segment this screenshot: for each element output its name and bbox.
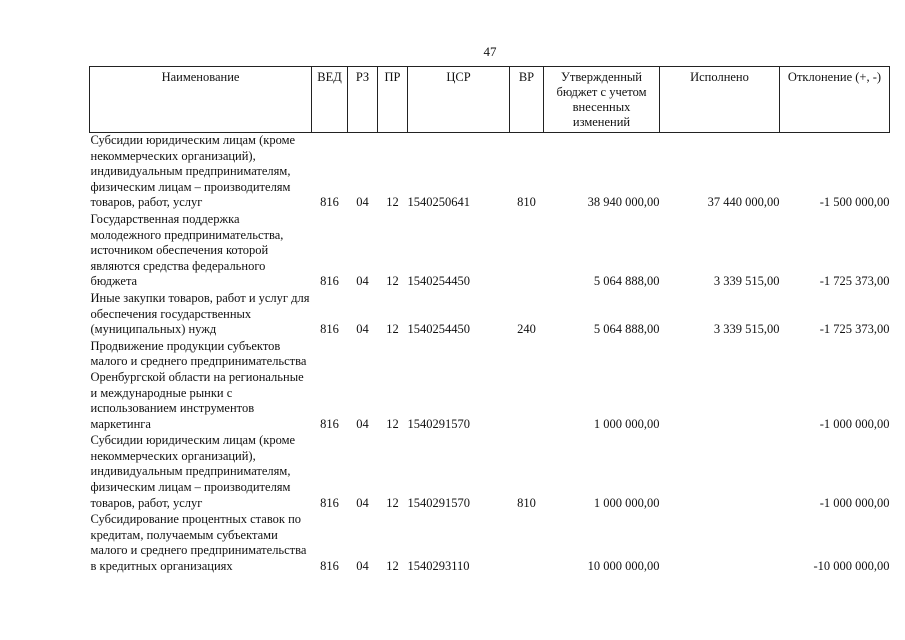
row-name: Субсидии юридическим лицам (кроме некоммерческих организаций), индивидуальным предпринимателям, физическим лицам – производителям товаров, работ, услуг xyxy=(90,433,296,510)
row-name: Продвижение продукции субъектов малого и среднего предпринимательства Оренбургской области на региональные и международные рынки с использованием инструментов маркетинга xyxy=(90,338,307,431)
row-rz: 04 xyxy=(356,322,369,337)
header-executed: Исполнено xyxy=(660,67,780,133)
row-name: Субсидии юридическим лицам (кроме некоммерческих организаций), индивидуальным предпринимателям, физическим лицам – производителям товаров, работ, услуг xyxy=(90,133,296,210)
row-deviation: -1 000 000,00 xyxy=(819,495,890,510)
row-csr: 1540254450 xyxy=(407,274,470,289)
header-deviation: Отклонение (+, -) xyxy=(780,67,890,133)
table-row xyxy=(90,212,890,291)
row-executed xyxy=(660,339,780,434)
row-deviation: -1 500 000,00 xyxy=(819,195,890,210)
header-ved: ВЕД xyxy=(312,67,348,133)
header-name: Наименование xyxy=(90,67,312,133)
row-name: Иные закупки товаров, работ и услуг для обеспечения государственных (муниципальных) нужд xyxy=(90,290,310,337)
row-ved: 816 xyxy=(320,274,339,289)
row-ved: 816 xyxy=(320,416,339,431)
header-row xyxy=(90,67,890,133)
row-rz: 04 xyxy=(356,559,369,574)
row-approved: 1 000 000,00 xyxy=(593,495,660,510)
row-name: Государственная поддержка молодежного предпринимательства, источником обеспечения которой являются средства федерального бюджета xyxy=(90,211,284,289)
row-deviation: -1 000 000,00 xyxy=(819,416,890,431)
row-approved: 1 000 000,00 xyxy=(593,416,660,431)
row-name: Субсидирование процентных ставок по кредитам, получаемым субъектами малого и среднего предпринимательства в кредитных организациях xyxy=(90,512,307,574)
row-vr xyxy=(510,339,544,434)
row-executed xyxy=(660,512,780,575)
row-ved: 816 xyxy=(320,195,339,210)
row-vr: 810 xyxy=(517,495,536,510)
header-rz: РЗ xyxy=(348,67,378,133)
row-deviation: -1 725 373,00 xyxy=(819,322,890,337)
row-executed: 3 339 515,00 xyxy=(713,274,780,289)
table-row xyxy=(90,433,890,512)
row-rz: 04 xyxy=(356,416,369,431)
row-rz: 04 xyxy=(356,495,369,510)
row-pr: 12 xyxy=(386,274,399,289)
row-rz: 04 xyxy=(356,274,369,289)
row-pr: 12 xyxy=(386,416,399,431)
row-csr: 1540293110 xyxy=(407,559,470,574)
row-executed xyxy=(660,433,780,512)
row-approved: 10 000 000,00 xyxy=(587,559,660,574)
row-executed: 3 339 515,00 xyxy=(713,322,780,337)
row-approved: 5 064 888,00 xyxy=(593,274,660,289)
row-rz: 04 xyxy=(356,195,369,210)
row-vr xyxy=(510,512,544,575)
row-csr: 1540291570 xyxy=(407,416,470,431)
table-row xyxy=(90,512,890,575)
row-pr: 12 xyxy=(386,559,399,574)
row-pr: 12 xyxy=(386,495,399,510)
row-csr: 1540250641 xyxy=(407,195,470,210)
row-csr: 1540254450 xyxy=(407,322,470,337)
row-deviation: -10 000 000,00 xyxy=(813,559,890,574)
budget-execution-table xyxy=(89,66,890,576)
header-csr: ЦСР xyxy=(408,67,510,133)
row-approved: 5 064 888,00 xyxy=(593,322,660,337)
table-row xyxy=(90,339,890,434)
row-ved: 816 xyxy=(320,495,339,510)
row-ved: 816 xyxy=(320,559,339,574)
table-row xyxy=(90,133,890,212)
header-pr: ПР xyxy=(378,67,408,133)
table-row xyxy=(90,291,890,339)
row-approved: 38 940 000,00 xyxy=(587,195,660,210)
row-deviation: -1 725 373,00 xyxy=(819,274,890,289)
row-pr: 12 xyxy=(386,322,399,337)
page-number: 47 xyxy=(483,44,497,59)
row-csr: 1540291570 xyxy=(407,495,470,510)
header-vr: ВР xyxy=(510,67,544,133)
row-vr: 810 xyxy=(517,195,536,210)
row-pr: 12 xyxy=(386,195,399,210)
header-approved: Утвержденный бюджет с учетом внесенных изменений xyxy=(544,67,660,133)
row-vr: 240 xyxy=(517,322,536,337)
row-executed: 37 440 000,00 xyxy=(707,195,780,210)
row-ved: 816 xyxy=(320,322,339,337)
row-vr xyxy=(510,212,544,291)
